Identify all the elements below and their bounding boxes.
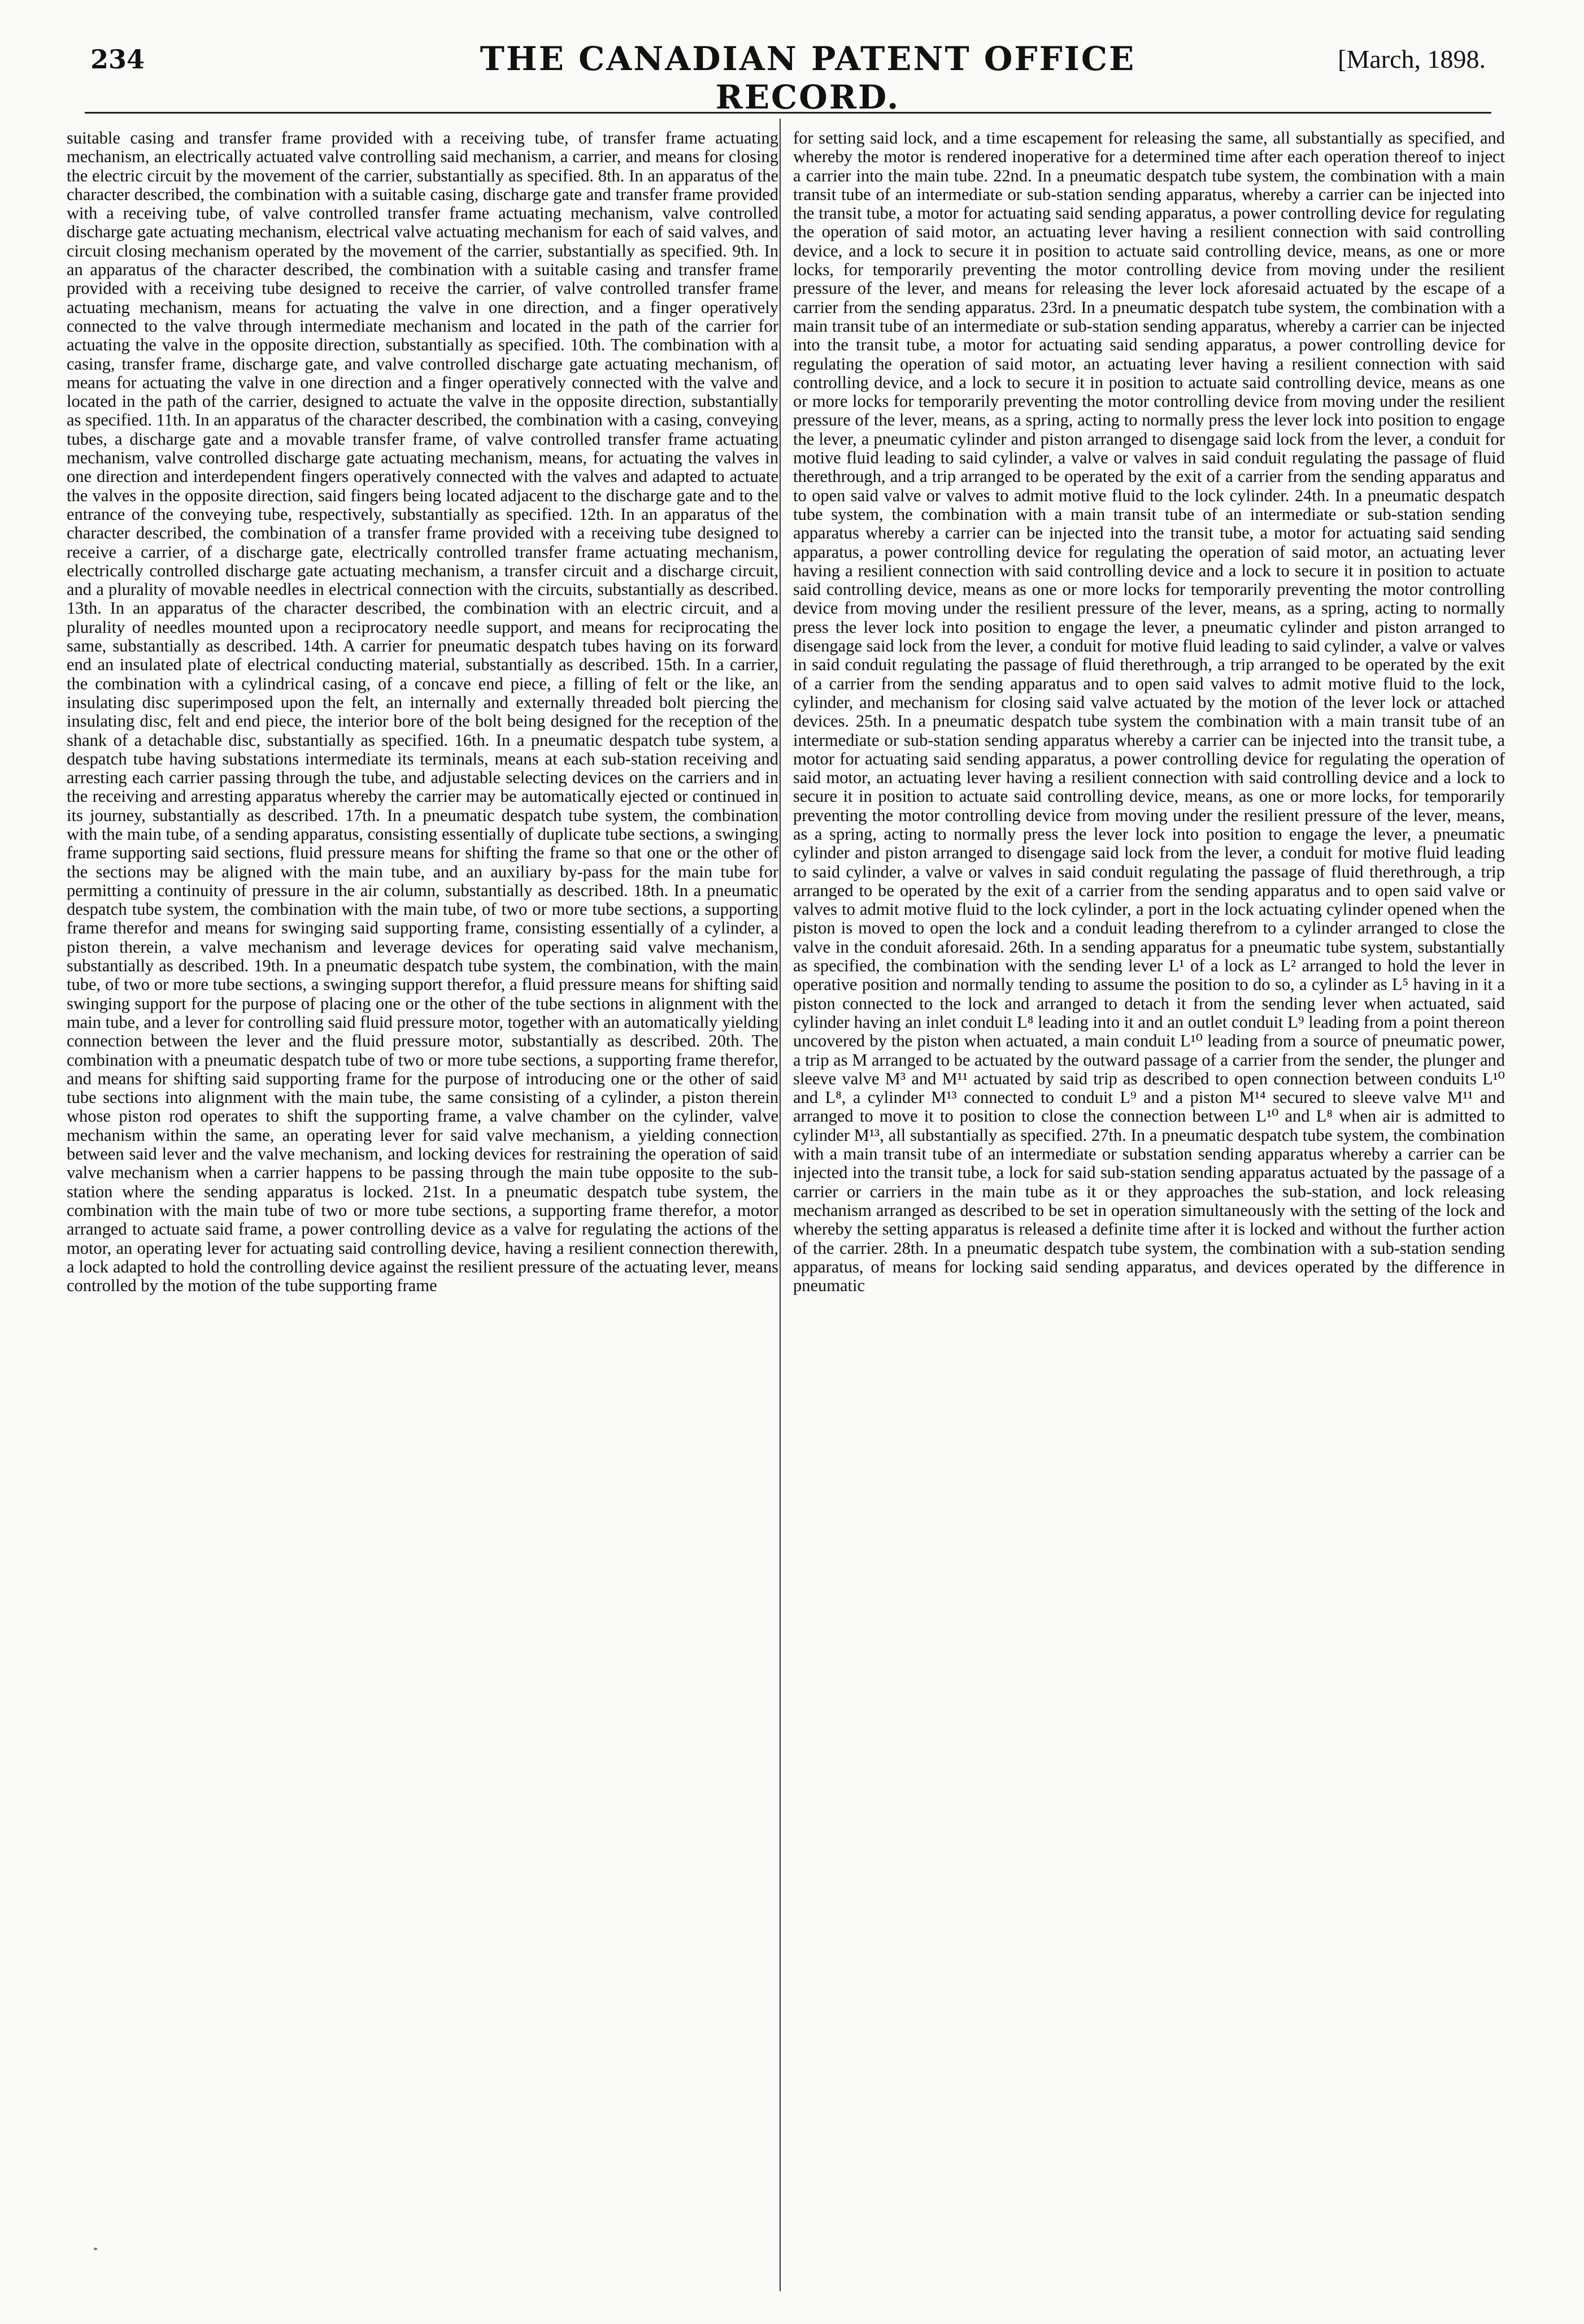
- page-header: [90, 40, 1486, 116]
- header-rule: [85, 112, 1491, 114]
- column-divider: [780, 119, 781, 2291]
- right-column: [793, 129, 1505, 2287]
- left-column: [67, 129, 778, 2287]
- right-column-text: for setting said lock, and a time escapement for releasing the same, all substantially as specified, and whereby the motor is rendered inoperative for a determined time after each operation thereof to inject a carrier into the main tube. 22nd. In a pneumatic despatch tube system, the combination with a main transit tube of an intermediate or sub-station sending apparatus, whereby a carrier can be injected into the transit tube, a motor for actuating said sending apparatus, a power controlling device for regulating the operation of said motor, an actuating lever having a resilient connection with said controlling device, and a lock to secure it in position to actuate said controlling device, means, as one or more locks, for temporarily preventing the motor controlling device from moving under the resilient pressure of the lever, and means for releasing the lever lock aforesaid actuated by the escape of a carrier from the sending apparatus. 23rd. In a pneumatic despatch tube system, the combination with a main transit tube of an intermediate or sub-station sending apparatus, whereby a carrier can be injected into the transit tube, a motor for actuating said sending apparatus, a power controlling device for regulating the operation of said motor, an actuating lever having a resilient connection with said controlling device, and a lock to secure it in position to actuate said controlling device, means as one or more locks for temporarily preventing the motor controlling device from moving under the resilient pressure of the lever, means, as a spring, acting to normally press the lever lock into position to engage the lever, a pneumatic cylinder and piston arranged to disengage said lock from the lever, a conduit for motive fluid leading to said cylinder, a valve or valves in said conduit regulating the passage of fluid therethrough, and a trip arranged to be operated by the exit of a carrier from the sending apparatus and to open said valve or valves to admit motive fluid to the lock cylinder. 24th. In a pneumatic despatch tube system, the combination with a main transit tube of an intermediate or sub-station sending apparatus whereby a carrier can be injected into the transit tube, a motor for actuating said sending apparatus, a power controlling device for regulating the operation of said motor, an actuating lever having a resilient connection with said controlling device and a lock to secure it in position to actuate said controlling device, means as one or more locks for temporarily preventing the motor controlling device from moving under the resilient pressure of the lever, means, as a spring, acting to normally press the lever lock into position to engage the lever, a pneumatic cylinder and piston arranged to disengage said lock from the lever, a conduit for motive fluid leading to said cylinder, a valve or valves in said conduit regulating the passage of fluid therethrough, a trip arranged to be operated by the exit of a carrier from the sending apparatus and to open said valves to admit motive fluid to the lock, cylinder, and mechanism for closing said valve actuated by the motion of the lever lock or attached devices. 25th. In a pneumatic despatch tube system the combination with a main transit tube of an intermediate or sub-station sending apparatus whereby a carrier can be injected into the transit tube, a motor for actuating said sending apparatus, a power controlling device for regulating the operation of said motor, an actuating lever having a resilient connection with said controlling device and a lock to secure it in position to actuate said controlling device, means, as one or more locks, for temporarily preventing the motor controlling device from moving under the resilient pressure of the lever, means, as a spring, acting to normally press the lever lock into position to engage the lever, a pneumatic cylinder and piston arranged to disengage said lock from the lever, a conduit for motive fluid leading to said cylinder, a valve or valves in said conduit regulating the passage of fluid therethrough, a trip arranged to be operated by the exit of a carrier from the sending apparatus and to open said valve or valves to admit motive fluid to the lock cylinder, a port in the lock actuating cylinder opened when the piston is moved to open the lock and a conduit leading therefrom to a cylinder arranged to close the valve in the conduit aforesaid. 26th. In a sending apparatus for a pneumatic tube system, substantially as specified, the combination with the sending lever L¹ of a lock as L² arranged to hold the lever in operative position and normally tending to assume the position to do so, a cylinder as L⁵ having in it a piston connected to the lock and arranged to detach it from the sending lever when actuated, said cylinder having an inlet conduit L⁸ leading into it and an outlet conduit L⁹ leading from a point thereon uncovered by the piston when actuated, a main conduit L¹⁰ leading from a source of pneumatic power, a trip as M arranged to be actuated by the outward passage of a carrier from the sender, the plunger and sleeve valve M³ and M¹¹ actuated by said trip as described to open connection between conduits L¹⁰ and L⁸, a cylinder M¹³ connected to conduit L⁹ and a piston M¹⁴ secured to sleeve valve M¹¹ and arranged to move it to position to close the connection between L¹⁰ and L⁸ when air is admitted to cylinder M¹³, all substantially as specified. 27th. In a pneumatic despatch tube system, the combination with a main transit tube of an intermediate or substation sending apparatus whereby a carrier can be injected into the transit tube, a lock for said sub-station sending apparatus actuated by the passage of a carrier or carriers in the main tube as it or they approaches the sub-station, and lock releasing mechanism arranged as described to be set in operation simultaneously with the setting of the lock and whereby the setting apparatus is released a definite time after it is locked and without the further action of the carrier. 28th. In a pneumatic despatch tube system, the combination with a sub-station sending apparatus, of means for locking said sending apparatus, and devices operated by the difference in pneumatic: [793, 129, 1505, 1296]
- left-column-text: suitable casing and transfer frame provided with a receiving tube, of transfer frame actuating mechanism, an electrically actuated valve controlling said mechanism, a carrier, and means for closing the electric circuit by the movement of the carrier, substantially as specified. 8th. In an apparatus of the character described, the combination with a suitable casing, discharge gate and transfer frame provided with a receiving tube, of valve controlled transfer frame actuating mechanism, valve controlled discharge gate actuating mechanism, electrical valve actuating mechanism for each of said valves, and circuit closing mechanism operated by the movement of the carrier, substantially as specified. 9th. In an apparatus of the character described, the combination with a suitable casing and transfer frame provided with a receiving tube designed to receive the carrier, of valve controlled transfer frame actuating mechanism, means for actuating the valve in one direction, and a finger operatively connected to the valve through intermediate mechanism and located in the path of the carrier for actuating the valve in the opposite direction, substantially as specified. 10th. The combination with a casing, transfer frame, discharge gate, and valve controlled discharge gate actuating mechanism, of means for actuating the valve in one direction and a finger operatively connected with the valve and located in the path of the carrier, designed to actuate the valve in the opposite direction, substantially as specified. 11th. In an apparatus of the character described, the combination with a casing, conveying tubes, a discharge gate and a movable transfer frame, of valve controlled transfer frame actuating mechanism, valve controlled discharge gate actuating mechanism, means, for actuating the valves in one direction and interdependent fingers operatively connected with the valves and adapted to actuate the valves in the opposite direction, said fingers being located adjacent to the discharge gate and to the entrance of the conveying tube, respectively, substantially as specified. 12th. In an apparatus of the character described, the combination of a transfer frame provided with a receiving tube designed to receive a carrier, of a discharge gate, electrically controlled transfer frame actuating mechanism, electrically controlled discharge gate actuating mechanism, a transfer circuit and a discharge circuit, and a plurality of movable needles in electrical connection with the circuits, substantially as described. 13th. In an apparatus of the character described, the combination with an electric circuit, and a plurality of needles mounted upon a reciprocatory needle support, and means for reciprocating the same, substantially as described. 14th. A carrier for pneumatic despatch tubes having on its forward end an insulated plate of electrical conducting material, substantially as described. 15th. In a carrier, the combination with a cylindrical casing, of a concave end piece, a filling of felt or the like, an insulating disc superimposed upon the felt, an internally and externally threaded bolt piercing the insulating disc, felt and end piece, the interior bore of the bolt being designed for the reception of the shank of a detachable disc, substantially as specified. 16th. In a pneumatic despatch tube system, a despatch tube having substations intermediate its terminals, means at each sub-station receiving and arresting each carrier passing through the tube, and adjustable selecting devices on the carriers and in the receiving and arresting apparatus whereby the carrier may be automatically ejected or continued in its journey, substantially as described. 17th. In a pneumatic despatch tube system, the combination with the main tube, of a sending apparatus, consisting essentially of duplicate tube sections, a swinging frame supporting said sections, fluid pressure means for shifting the frame so that one or the other of the sections may be aligned with the main tube, and an auxiliary by-pass for the main tube for permitting a continuity of pressure in the air column, substantially as described. 18th. In a pneumatic despatch tube system, the combination with the main tube, of two or more tube sections, a supporting frame therefor and means for swinging said supporting frame, consisting essentially of a cylinder, a piston therein, a valve mechanism and leverage devices for operating said valve mechanism, substantially as described. 19th. In a pneumatic despatch tube system, the combination, with the main tube, of two or more tube sections, a swinging support therefor, a fluid pressure means for shifting said swinging support for the purpose of placing one or the other of the tube sections in alignment with the main tube, and a lever for controlling said fluid pressure motor, together with an automatically yielding connection between the lever and the fluid pressure motor, substantially as described. 20th. The combination with a pneumatic despatch tube of two or more tube sections, a supporting frame therefor, and means for shifting said supporting frame for the purpose of introducing one or the other of said tube sections into alignment with the main tube, the same consisting of a cylinder, a piston therein whose piston rod operates to shift the supporting frame, a valve chamber on the cylinder, valve mechanism within the same, an operating lever for said valve mechanism, a yielding connection between said lever and the valve mechanism, and locking devices for restraining the operation of said valve mechanism when a carrier happens to be passing through the main tube opposite to the sub-station where the sending apparatus is locked. 21st. In a pneumatic despatch tube system, the combination with the main tube of two or more tube sections, a supporting frame therefor, a motor arranged to actuate said frame, a power controlling device as a valve for regulating the actions of the motor, an operating lever for actuating said controlling device, having a resilient connection therewith, a lock adapted to hold the controlling device against the resilient pressure of the actuating lever, means controlled by the motion of the tube supporting frame: [67, 129, 778, 1296]
- page-number: 234: [90, 44, 145, 75]
- issue-date: [March, 1898.: [1338, 45, 1486, 73]
- publication-title: THE CANADIAN PATENT OFFICE RECORD.: [480, 40, 1136, 116]
- scan-speck: [94, 2248, 97, 2250]
